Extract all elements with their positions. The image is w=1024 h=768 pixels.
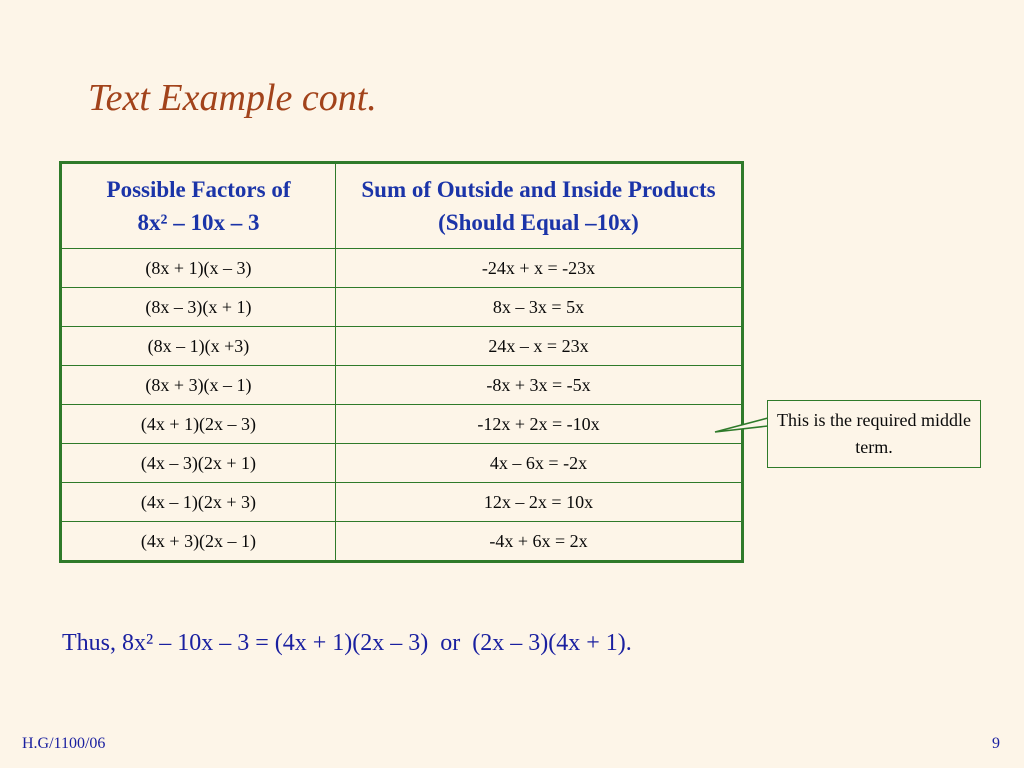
factor-cell: (8x – 1)(x +3) [61,327,336,366]
sum-cell: -24x + x = -23x [336,249,743,288]
sum-cell: -12x + 2x = -10x [336,405,743,444]
sum-cell: -4x + 6x = 2x [336,522,743,562]
footer-code: H.G/1100/06 [22,735,106,752]
page-number: 9 [992,735,1000,752]
sum-cell: 24x – x = 23x [336,327,743,366]
header-sum-products: Sum of Outside and Inside Products (Should Equal –10x) [336,163,743,249]
factor-cell: (4x – 1)(2x + 3) [61,483,336,522]
factor-cell: (4x + 3)(2x – 1) [61,522,336,562]
header-col1-line1: Possible Factors of [106,177,291,202]
callout-pointer-shape [715,418,768,432]
factor-cell: (8x – 3)(x + 1) [61,288,336,327]
factor-cell: (8x + 3)(x – 1) [61,366,336,405]
factor-cell: (4x + 1)(2x – 3) [61,405,336,444]
factor-cell: (8x + 1)(x – 3) [61,249,336,288]
sum-cell: 8x – 3x = 5x [336,288,743,327]
header-col1-line2: 8x² – 10x – 3 [137,210,260,235]
sum-cell: -8x + 3x = -5x [336,366,743,405]
factor-cell: (4x – 3)(2x + 1) [61,444,336,483]
callout-text: This is the required middle term. [777,410,971,457]
slide-title: Text Example cont. [88,77,377,119]
sum-cell: 12x – 2x = 10x [336,483,743,522]
sum-cell: 4x – 6x = -2x [336,444,743,483]
callout-box [767,400,981,468]
conclusion-text: Thus, 8x² – 10x – 3 = (4x + 1)(2x – 3) or (2x – 3)(4x + 1). [62,630,632,656]
